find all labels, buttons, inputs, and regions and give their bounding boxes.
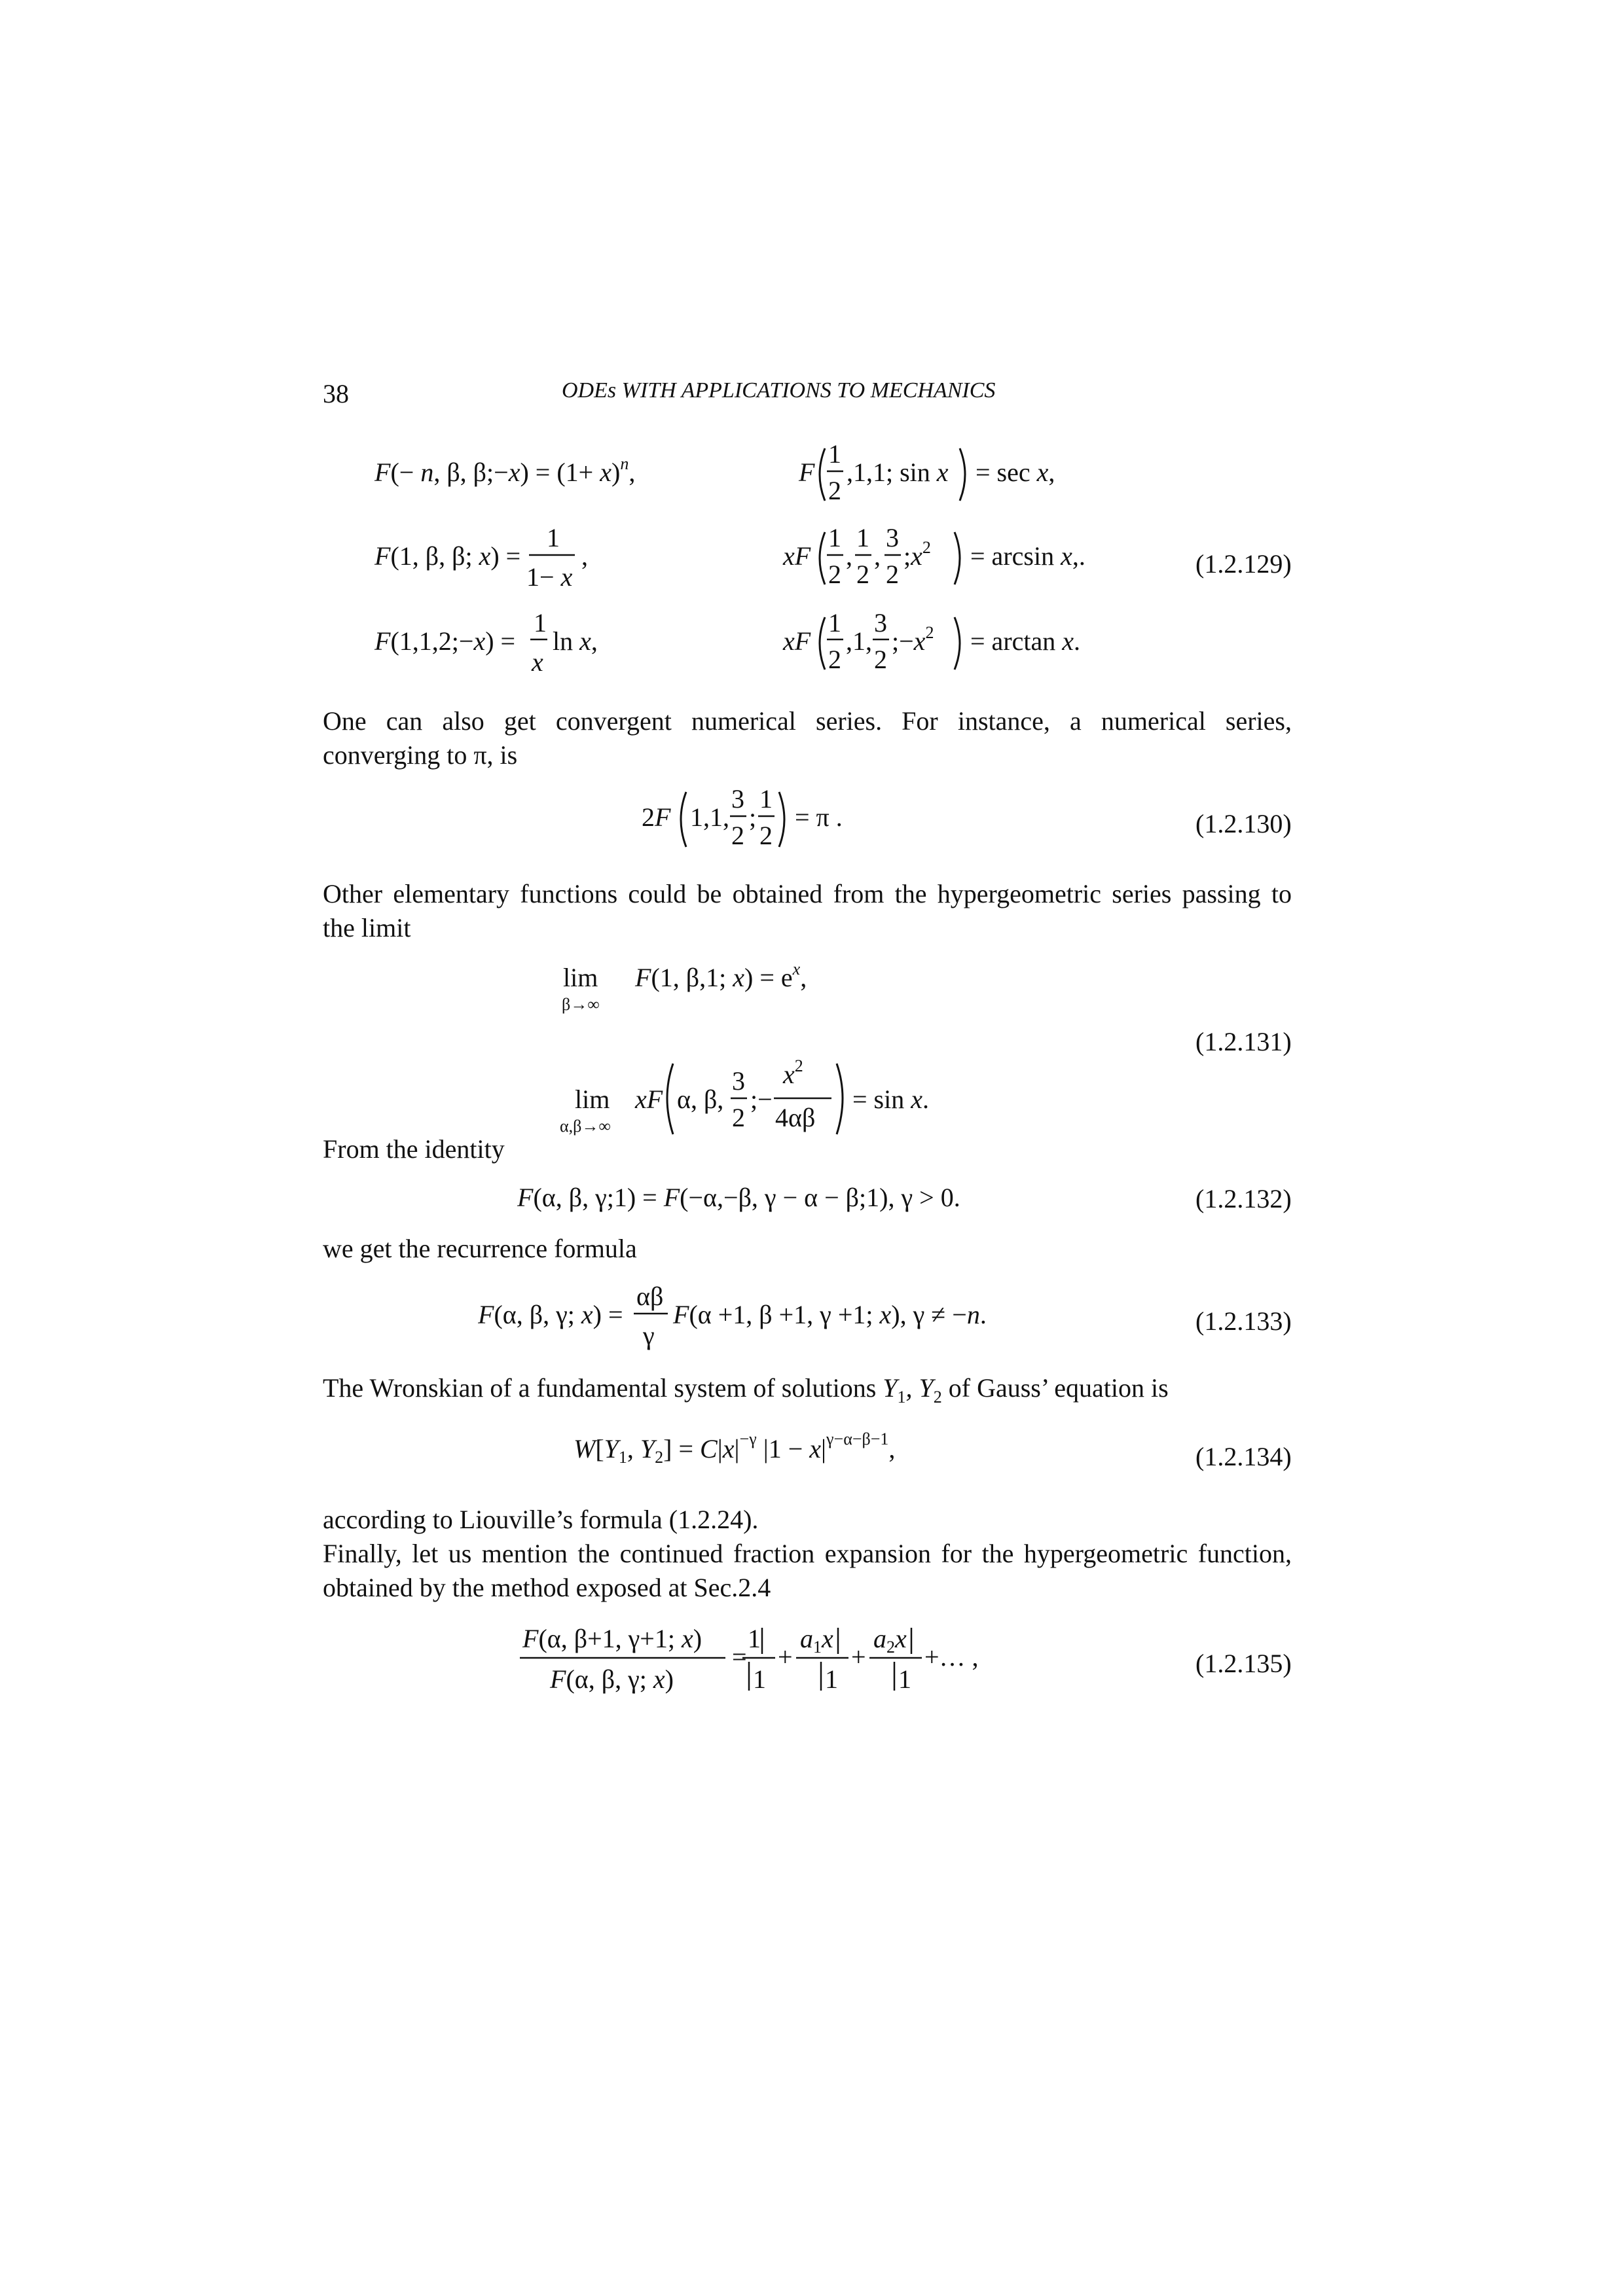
wronskian-y1-y2: $Y_1$, $Y_2$ xyxy=(883,1373,942,1407)
svg-text:F(α, β+1, γ+1; x): F(α, β+1, γ+1; x) xyxy=(522,1624,702,1653)
svg-text:3: 3 xyxy=(732,1066,745,1096)
svg-text:F(α, β, γ;1) = F(−α,−β, γ − α: F(α, β, γ;1) = F(−α,−β, γ − α − β;1), γ > 0. xyxy=(517,1183,960,1212)
svg-text:β→∞: β→∞ xyxy=(562,995,600,1014)
page-number: 38 xyxy=(323,379,349,408)
svg-text:+… ,: +… , xyxy=(924,1642,979,1672)
svg-text:2: 2 xyxy=(828,476,841,505)
svg-text:4αβ: 4αβ xyxy=(775,1103,816,1132)
svg-text:1: 1 xyxy=(753,1664,766,1694)
svg-text:2: 2 xyxy=(731,821,744,850)
svg-text:x: x xyxy=(532,647,543,677)
svg-text:2: 2 xyxy=(874,645,887,674)
svg-text:1,1,: 1,1, xyxy=(690,802,729,832)
svg-text:2: 2 xyxy=(759,821,773,850)
svg-text:,: , xyxy=(874,541,881,571)
equation-number-133: (1.2.133) xyxy=(1195,1306,1292,1336)
svg-text:α, β,: α, β, xyxy=(677,1085,724,1114)
svg-text:2: 2 xyxy=(886,560,899,589)
svg-text:;x2: $;x^2$ xyxy=(903,538,931,571)
equation-number-130: (1.2.130) xyxy=(1195,809,1292,838)
svg-text:2: 2 xyxy=(828,560,841,589)
equation-1-2-135 xyxy=(517,1613,1015,1715)
svg-text:;−x2: $;-x^2$ xyxy=(892,623,934,656)
equation-1-2-132 xyxy=(517,1175,1015,1224)
equation-number-132: (1.2.132) xyxy=(1195,1184,1292,1213)
svg-text:= sin x.: = sin x. xyxy=(852,1085,930,1114)
svg-text:3: 3 xyxy=(874,608,887,637)
svg-text:F(α, β, γ; x) =: F(α, β, γ; x) = xyxy=(478,1300,623,1329)
svg-text:1: 1 xyxy=(759,784,773,814)
svg-text:F(α +1, β +1, γ +1; x), γ ≠: F(α +1, β +1, γ +1; x), γ ≠ −n. xyxy=(673,1300,987,1329)
svg-text:2: 2 xyxy=(828,645,841,674)
svg-text:1: 1 xyxy=(828,608,841,637)
paragraph-7-line-1: Finally, let us mention the continued fraction expansion for the hypergeometric function, xyxy=(323,1539,1292,1568)
svg-text:a1x: $a_1x$ xyxy=(800,1624,833,1657)
svg-text:3: 3 xyxy=(886,523,899,552)
equation-number-131: (1.2.131) xyxy=(1195,1027,1292,1056)
svg-text:αβ: αβ xyxy=(636,1282,664,1311)
paragraph-1-line-2: converging to π, is xyxy=(323,740,518,770)
svg-text:1: 1 xyxy=(825,1664,838,1694)
equation-1-2-133 xyxy=(478,1276,1041,1365)
svg-text:1: 1 xyxy=(828,439,841,469)
svg-text:1: 1 xyxy=(898,1664,911,1694)
eq129-right-3: xF xyxy=(783,626,811,656)
paragraph-2-line-2: the limit xyxy=(323,913,411,942)
equation-1-2-131 xyxy=(556,952,976,1152)
svg-text:3: 3 xyxy=(731,784,744,814)
paragraph-5-pre: The Wronskian of a fundamental system of solutions xyxy=(323,1373,877,1403)
svg-text:;: ; xyxy=(749,802,757,832)
svg-text:;−: ;− xyxy=(750,1085,773,1114)
equation-number-134: (1.2.134) xyxy=(1195,1442,1292,1471)
svg-text:a2x: $a_2x$ xyxy=(873,1624,907,1657)
svg-text:xF: xF xyxy=(635,1085,663,1114)
svg-text:,: , xyxy=(581,541,588,571)
svg-text:2: 2 xyxy=(856,560,869,589)
paragraph-7-line-2: obtained by the method exposed at Sec.2.4 xyxy=(323,1573,771,1602)
svg-text:α,β→∞: α,β→∞ xyxy=(560,1117,611,1136)
equation-number-129: (1.2.129) xyxy=(1195,549,1292,579)
paragraph-1-line-1: One can also get convergent numerical series. For instance, a numerical series, xyxy=(323,706,1292,736)
paragraph-6: according to Liouville’s formula (1.2.24). xyxy=(323,1505,759,1534)
svg-text:= arctan x.: = arctan x. xyxy=(970,626,1081,656)
svg-text:x2: $x^2$ xyxy=(783,1056,803,1089)
svg-text:= arcsin x,.: = arcsin x,. xyxy=(970,541,1085,571)
svg-text:F(1, β,1; x) = ex,: F(1, β,1; $x) = e^x$, xyxy=(635,960,807,992)
svg-text:1: 1 xyxy=(534,608,547,637)
eq129-left-1: F(− n, β, β;−x) = $(1+ x)^n$, xyxy=(374,454,636,487)
svg-text:,: , xyxy=(846,541,852,571)
paragraph-4: we get the recurrence formula xyxy=(323,1234,637,1263)
svg-text:1: 1 xyxy=(547,523,560,552)
svg-text:+: + xyxy=(778,1642,793,1672)
equation-1-2-129 xyxy=(367,435,1178,687)
svg-text:lim: lim xyxy=(575,1085,610,1114)
svg-text:F(α, β, γ; x): F(α, β, γ; x) xyxy=(550,1664,674,1694)
eq129-right-2: xF xyxy=(783,541,811,571)
svg-text:=: = xyxy=(732,1642,747,1672)
paragraph-2-line-1: Other elementary functions could be obtained from the hypergeometric series passing to xyxy=(323,879,1292,908)
eq129-left-2: F(1, β, β; x) = xyxy=(374,541,521,571)
svg-text:γ: γ xyxy=(643,1321,655,1350)
svg-text:1: 1 xyxy=(856,523,869,552)
svg-text:1: 1 xyxy=(748,1624,761,1653)
svg-text:+: + xyxy=(851,1642,866,1672)
paragraph-5 xyxy=(323,1371,1169,1414)
svg-text:2F: 2F xyxy=(642,802,671,832)
svg-text:= π .: = π . xyxy=(795,802,843,832)
svg-text:1− x: 1− x xyxy=(526,562,573,592)
paragraph-3: From the identity xyxy=(323,1134,505,1164)
running-title: ODEs WITH APPLICATIONS TO MECHANICS xyxy=(562,378,996,403)
svg-text:,1,1; sin x: ,1,1; sin x xyxy=(847,457,949,487)
eq129-left-3: F(1,1,2;−x) = xyxy=(374,626,516,656)
svg-text:1: 1 xyxy=(828,523,841,552)
equation-1-2-130 xyxy=(635,779,871,867)
equation-number-135: (1.2.135) xyxy=(1195,1649,1292,1678)
svg-text:ln x,: ln x, xyxy=(553,626,598,656)
svg-text:2: 2 xyxy=(732,1103,745,1132)
paragraph-5-post: of Gauss’ equation is xyxy=(948,1373,1169,1403)
svg-text:lim: lim xyxy=(563,963,598,992)
svg-text:W[Y1, Y2] = C|x|−γ |1 − x|γ−α−: $W[Y_1$, $Y_2] = C|x|^{-\gamma}$ $|1 - x|^{\gamma-\alpha-\beta-1}$, xyxy=(574,1429,896,1467)
eq129-right-1: F xyxy=(799,457,815,487)
equation-1-2-134 xyxy=(574,1417,940,1479)
svg-text:= sec x,: = sec x, xyxy=(976,457,1055,487)
svg-text:,1,: ,1, xyxy=(846,626,872,656)
